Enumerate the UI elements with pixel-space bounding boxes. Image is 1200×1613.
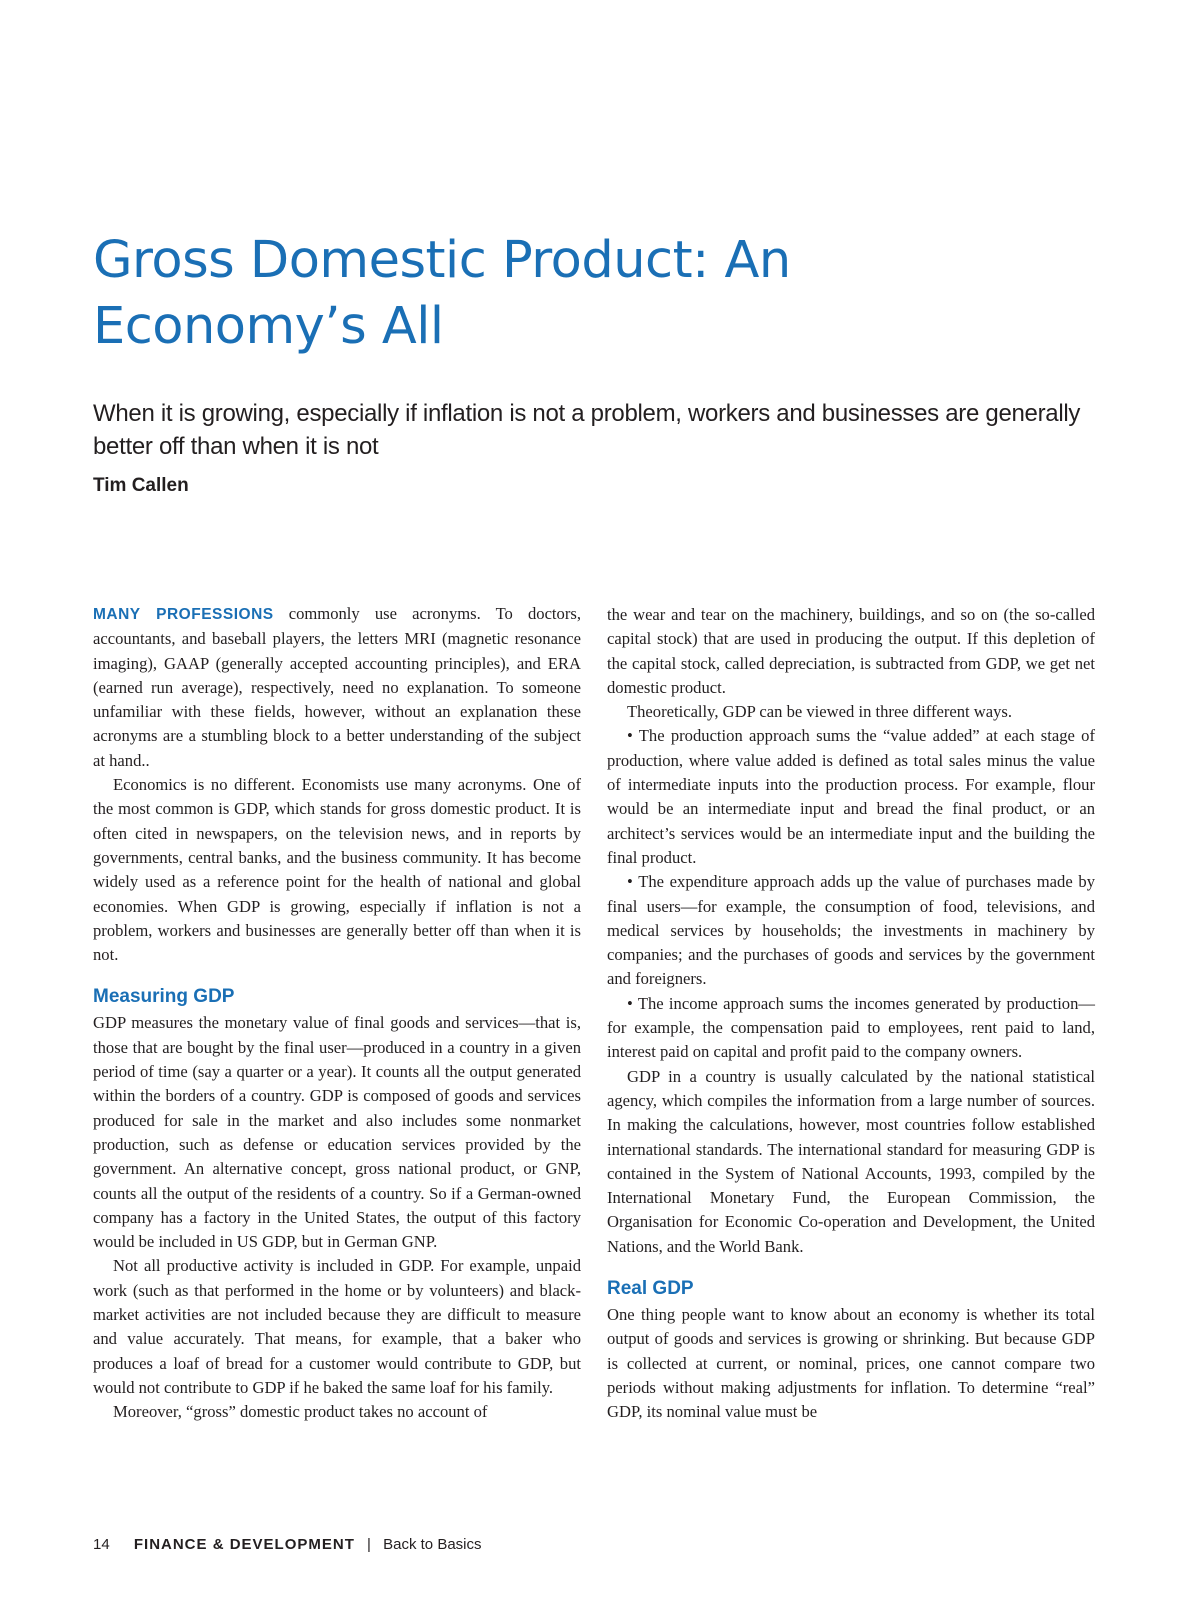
section-name: Back to Basics (383, 1536, 482, 1553)
body-paragraph: Theoretically, GDP can be viewed in three different ways. (627, 702, 1013, 722)
lead-in: MANY PROFESSIONS (93, 606, 274, 623)
page-footer (93, 1536, 482, 1553)
magazine-name: FINANCE & DEVELOPMENT (133, 1536, 355, 1553)
section-heading-real-gdp: Real GDP (607, 1278, 694, 1300)
article-title-line-1: Gross Domestic Product: An (93, 231, 791, 290)
intro-paragraph-text: commonly use acronyms. To doctors, accountants, and baseball players, the letters MRI (magnetic resonance imaging), GAAP (generally accepted accounting principles), and ERA (earned run average), respectively, need no explanation. To someone unfamiliar with these fields, however, without an explanation these acronyms are a stumbling block to a better understanding of the subject at hand.. (93, 604, 581, 770)
body-paragraph: GDP in a country is usually calculated by the national statistical agency, which compiles the information from a large number of sources. In making the calculations, however, most countries follow established international standards. The international standard for measuring GDP is contained in the System of National Accounts, 1993, compiled by the International Monetary Fund, the European Commission, the Organisation for Economic Co-operation and Development, the United Nations, and the World Bank. (607, 1066, 1095, 1256)
page-number: 14 (93, 1536, 110, 1553)
bullet-paragraph: • The income approach sums the incomes generated by production—for example, the compensation paid to employees, rent paid to land, interest paid on capital and profit paid to the company owners. (607, 993, 1095, 1062)
body-paragraph: GDP measures the monetary value of final goods and services—that is, those that are bought by the final user—produced in a country in a given period of time (say a quarter or a year). It counts all the output generated within the borders of a country. GDP is composed of goods and services produced for sale in the market and also includes some nonmarket production, such as defense or education services provided by the government. An alternative concept, gross national product, or GNP, counts all the output of the residents of a country. So if a German-owned company has a factory in the United States, the output of this factory would be included in US GDP, but in German GNP. (93, 1013, 581, 1252)
bullet-paragraph: • The production approach sums the “value added” at each stage of production, where value added is defined as total sales minus the value of intermediate inputs into the production process. For example, flour would be an intermediate input and bread the final product, or an architect’s services would be an intermediate input and the building the final product. (607, 726, 1095, 867)
left-column (93, 602, 581, 1425)
footer-separator: | (367, 1536, 371, 1553)
body-paragraph: the wear and tear on the machinery, buildings, and so on (the so-called capital stock) that are used in producing the output. If this depletion of the capital stock, called depreciation, is subtracted from GDP, we get net domestic product. (607, 605, 1095, 697)
article-deck: When it is growing, especially if inflation is not a problem, workers and businesses are generally better off than when it is not (93, 400, 1081, 460)
article-title-line-2: Economy’s All (93, 297, 444, 356)
right-column (607, 603, 1095, 1425)
bullet-paragraph: • The expenditure approach adds up the value of purchases made by final users—for example, the consumption of food, televisions, and medical services by households; the investments in machinery by companies; and the purchases of goods and services by the government and foreigners. (607, 872, 1095, 989)
section-heading-measuring-gdp: Measuring GDP (93, 986, 235, 1008)
body-paragraph: One thing people want to know about an economy is whether its total output of goods and services is growing or shrinking. But because GDP is collected at current, or nominal, prices, one cannot compare two periods without making adjustments for inflation. To determine “real” GDP, its nominal value must be (607, 1305, 1095, 1422)
body-paragraph: Not all productive activity is included in GDP. For example, unpaid work (such as that performed in the home or by volunteers) and black-market activities are not included because they are difficult to measure and value accurately. That means, for example, that a baker who produces a loaf of bread for a customer would contribute to GDP, but would not contribute to GDP if he baked the same loaf for his family. (93, 1256, 581, 1397)
body-paragraph: Economics is no different. Economists use many acronyms. One of the most common is GDP, which stands for gross domestic product. It is often cited in newspapers, on the television news, and in reports by governments, central banks, and the business community. It has become widely used as a reference point for the health of national and global economies. When GDP is growing, especially if inflation is not a problem, workers and businesses are generally better off than when it is not. (93, 775, 581, 965)
body-paragraph: Moreover, “gross” domestic product takes no account of (113, 1402, 488, 1422)
article-title (93, 228, 1133, 360)
intro-paragraph (93, 602, 581, 773)
author-byline: Tim Callen (93, 475, 189, 496)
